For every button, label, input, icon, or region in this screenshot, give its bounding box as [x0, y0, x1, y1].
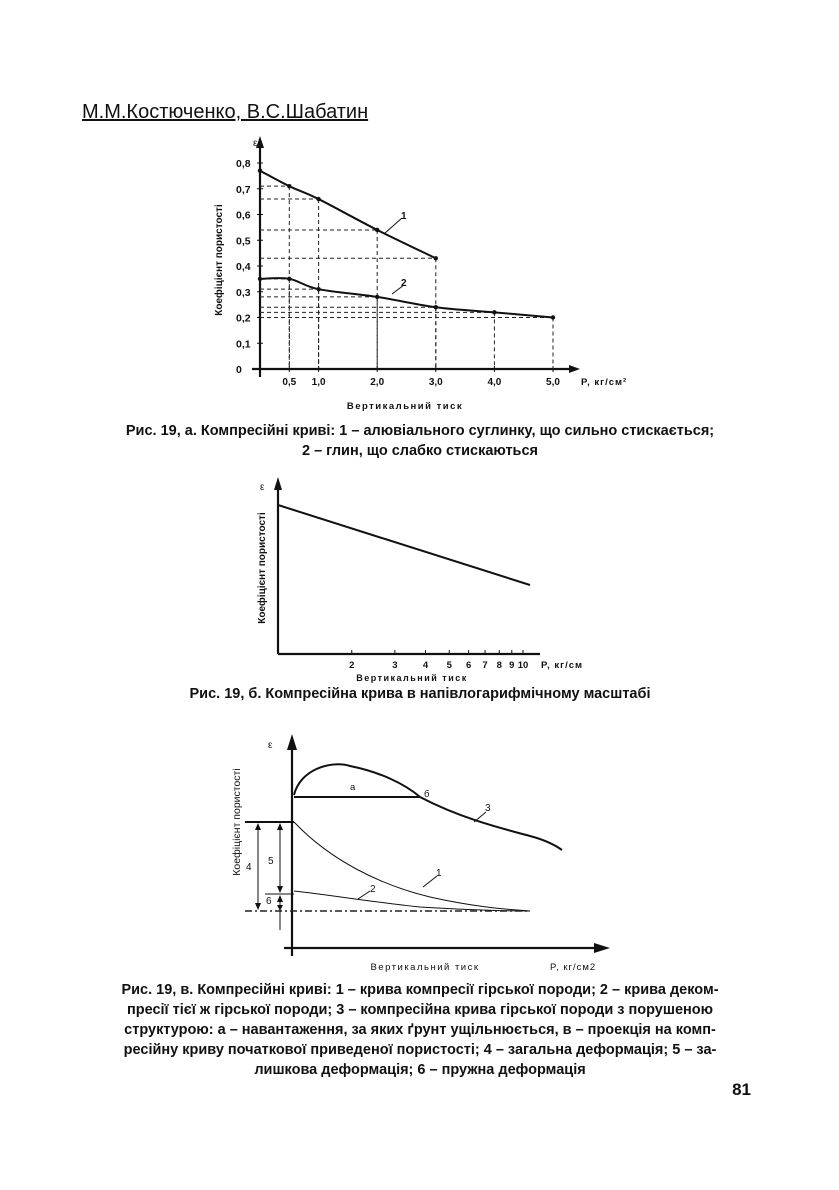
page-number: 81 — [732, 1080, 751, 1099]
data-point — [258, 169, 262, 173]
series-2-label: 2 — [370, 884, 376, 895]
figure-19a-caption-line1: Рис. 19, а. Компресійні криві: 1 – алювіального суглинку, що сильно стискається; — [125, 423, 715, 439]
figure-19c-chart — [0, 725, 839, 975]
y-axis-arrow — [274, 477, 282, 490]
data-point — [492, 310, 496, 314]
compression-line — [278, 505, 530, 585]
x-tick-label: 5 — [446, 660, 452, 671]
figure-19a-caption-line2: 2 – глин, що слабко стискаються — [301, 443, 538, 459]
series-1-label: 1 — [401, 211, 407, 222]
data-point — [375, 295, 379, 299]
data-point — [551, 315, 555, 319]
y-axis-title: Коефіцієнт пористості — [214, 204, 225, 316]
y-tick-label: 0,7 — [236, 183, 251, 196]
series-2-leader — [358, 891, 370, 899]
label-5: 5 — [268, 856, 274, 867]
series-2-label: 2 — [401, 278, 407, 289]
label-4: 4 — [246, 862, 252, 873]
data-point — [434, 256, 438, 260]
y-axis-title: Коефіцієнт пористості — [231, 768, 243, 876]
dimension-6-arrow-bottom — [277, 905, 283, 911]
data-point — [258, 277, 262, 281]
x-tick-label: 8 — [496, 660, 502, 671]
y-axis-arrow — [287, 734, 297, 750]
x-tick-label: 6 — [465, 660, 472, 671]
data-point — [316, 287, 320, 291]
label-a: а — [350, 782, 356, 793]
x-axis-unit: P, кг/см — [541, 660, 584, 671]
x-tick-label: 3 — [392, 660, 398, 671]
y-axis-symbol: ε — [253, 138, 258, 149]
x-axis-title: Вертикальний тиск — [370, 962, 480, 973]
y-tick-label: 0,2 — [236, 312, 251, 325]
figure-19c-caption-line2: пресії тієї ж гірської породи; 3 – компресійна крива гірської породи з порушеною — [126, 1002, 714, 1018]
header-authors: М.М.Костюченко, В.С.Шабатин — [82, 101, 369, 123]
x-tick-label: 2,0 — [370, 377, 385, 388]
y-axis-title: Коефіцієнт пористості — [257, 512, 268, 624]
figure-19c-caption-line4: ресійну криву початкової приведеної пористості; 4 – загальна деформація; 5 – за- — [123, 1042, 717, 1058]
dimension-5-arrow-bottom — [277, 886, 283, 893]
figure-19c-caption-line1: Рис. 19, в. Компресійні криві: 1 – крива компресії гірської породи; 2 – крива деком- — [121, 982, 719, 998]
figure-19c-caption — [60, 980, 780, 1080]
label-6: 6 — [266, 896, 272, 907]
x-axis-arrow — [569, 365, 580, 373]
series-line-3 — [420, 797, 562, 850]
data-point — [287, 277, 291, 281]
y-tick-label: 0,5 — [236, 235, 251, 248]
dimension-5-arrow-top — [277, 823, 283, 830]
dimension-6-arrow-top — [277, 895, 283, 902]
y-tick-label: 0,1 — [236, 338, 251, 351]
label-b: б — [424, 789, 430, 800]
x-tick-label: 10 — [517, 660, 529, 671]
data-point — [287, 184, 291, 188]
y-axis-symbol: ε — [260, 482, 265, 493]
x-axis-arrow — [594, 943, 610, 953]
figure-19a-caption — [60, 421, 780, 461]
x-tick-label: 7 — [482, 660, 488, 671]
series-line-1 — [294, 822, 530, 911]
x-axis-unit: P, кг/см2 — [550, 962, 597, 973]
x-axis-title: Вертикальний тиск — [346, 401, 464, 412]
y-tick-label: 0,6 — [236, 209, 251, 222]
dimension-4-arrow-bottom — [255, 903, 261, 910]
x-tick-label: 3,0 — [428, 377, 443, 388]
figure-19b-caption: Рис. 19, б. Компресійна крива в напівлогарифмічному масштабі — [189, 686, 651, 702]
dimension-4-arrow-top — [255, 823, 261, 830]
x-tick-label: 5,0 — [546, 377, 560, 388]
x-tick-label: 1,0 — [311, 377, 326, 388]
x-tick-label: 4,0 — [487, 377, 502, 388]
y-tick-label: 0 — [236, 364, 242, 376]
data-point — [375, 228, 379, 232]
figure-19b-chart — [0, 470, 839, 690]
data-point — [316, 197, 320, 201]
figure-19c-caption-line3: структурою: а – навантаження, за яких ґрунт ущільнюється, в – проекція на комп- — [124, 1022, 716, 1038]
x-axis-title: Вертикальний тиск — [356, 673, 468, 683]
y-tick-label: 0,8 — [236, 158, 251, 170]
y-tick-label: 0,4 — [236, 261, 251, 273]
series-line-1 — [260, 171, 436, 259]
series-3-label: 3 — [485, 803, 491, 814]
figure-19c-caption-line5: лишкова деформація; 6 – пружна деформація — [254, 1062, 586, 1078]
loading-hump-curve — [294, 764, 420, 797]
x-tick-label: 2 — [349, 660, 355, 671]
y-axis-symbol: ε — [268, 740, 273, 751]
x-axis-unit: P, кг/см² — [581, 377, 628, 388]
x-tick-label: 0,5 — [282, 377, 297, 388]
series-1-label: 1 — [436, 868, 442, 879]
series-1-leader — [385, 218, 402, 233]
series-1-leader — [423, 876, 437, 887]
data-point — [434, 305, 438, 309]
x-tick-label: 4 — [422, 660, 429, 671]
x-tick-label: 9 — [509, 660, 515, 671]
y-tick-label: 0,3 — [236, 286, 251, 299]
